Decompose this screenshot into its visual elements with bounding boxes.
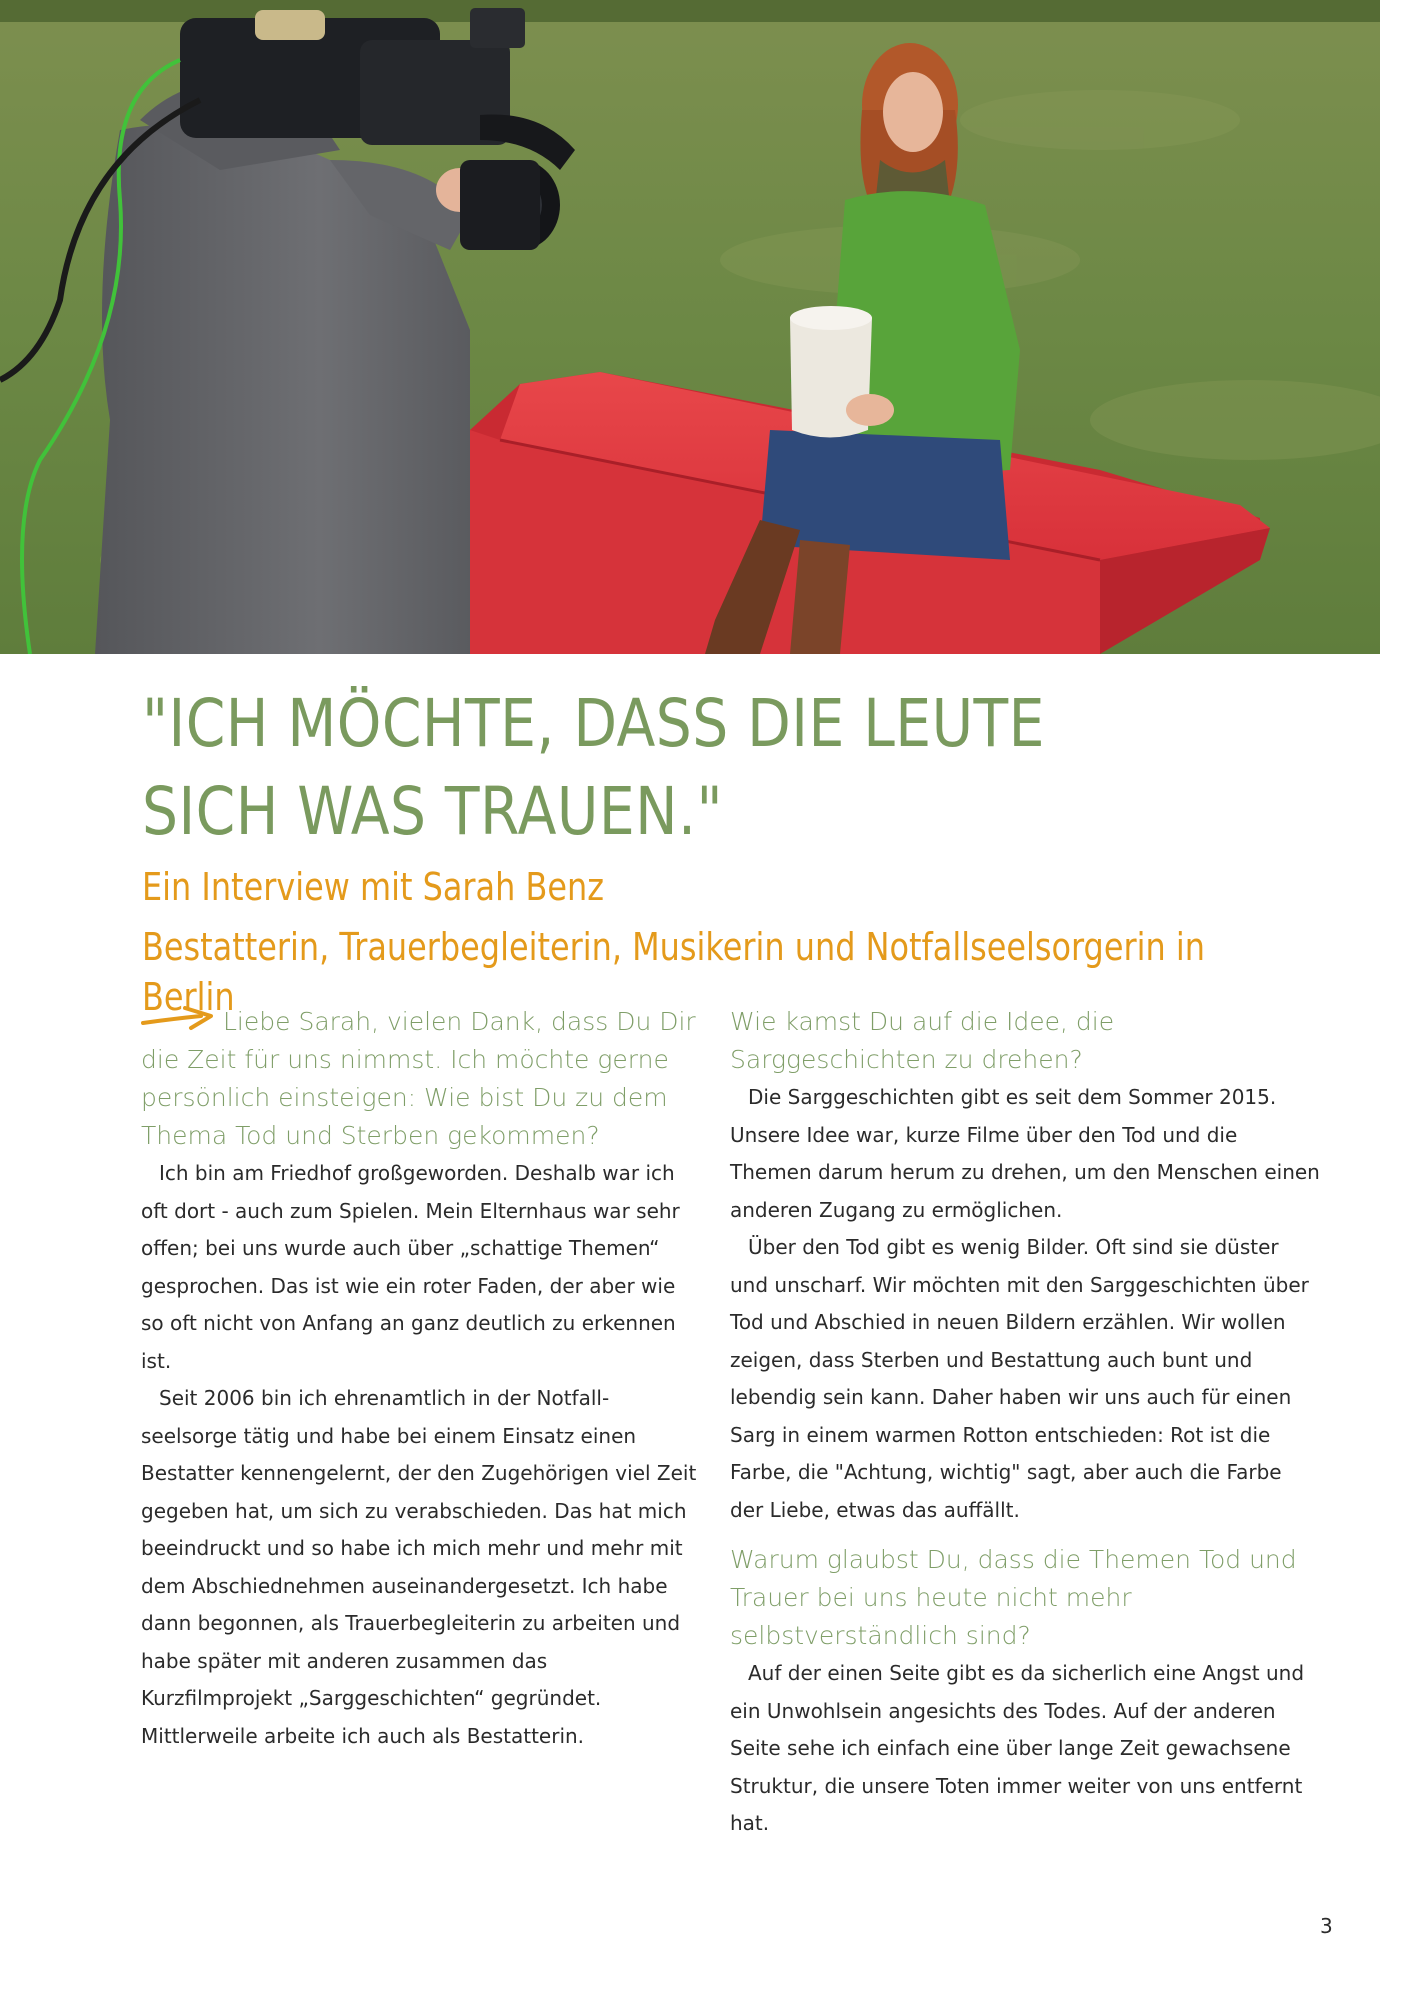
- right-column: [730, 1003, 1320, 1843]
- answer-3-paragraph-1: Auf der einen Seite gibt es da sicherlich eine Angst und ein Unwohlsein angesichts des Todes. Auf der anderen Seite sehe ich einfach eine über lange Zeit gewachsene Struktur, die unsere Toten immer weiter von uns entfernt hat.: [730, 1661, 1305, 1835]
- page-number: 3: [1320, 1914, 1333, 1938]
- subtitle-interview: Ein Interview mit Sarah Benz: [142, 865, 605, 909]
- question-3: Warum glaubst Du, dass die Themen Tod und Trauer bei uns heute nicht mehr selbstverständlich sind?: [730, 1545, 1297, 1650]
- spacer: [730, 1529, 1320, 1541]
- arrow-right-icon: [141, 1005, 223, 1031]
- left-column: [141, 1003, 701, 1755]
- question-1: [141, 1003, 701, 1155]
- answer-1-paragraph-2: Seit 2006 bin ich ehrenamtlich in der Notfall-seelsorge tätig und habe bei einem Einsatz einen Bestatter kennengelernt, der den Zugehörigen viel Zeit gegeben hat, um sich zu verabschieden. Das hat mich beeindruckt und so habe ich mich mehr und mehr mit dem Abschiednehmen auseinandergesetzt. Ich habe dann begonnen, als Trauerbegleiterin zu arbeiten und habe später mit anderen zusammen das Kurzfilmprojekt „Sarggeschichten“ gegründet. Mittlerweile arbeite ich auch als Bestatterin.: [141, 1386, 697, 1748]
- question-1-text: Liebe Sarah, vielen Dank, dass Du Dir die Zeit für uns nimmst. Ich möchte gerne persönlich einsteigen: Wie bist Du zu dem Thema Tod und Sterben gekommen?: [141, 1007, 696, 1150]
- subtitle-roles: Bestatterin, Trauerbegleiterin, Musikerin und Notfallseelsorgerin in Berlin: [142, 925, 1205, 1019]
- question-2: Wie kamst Du auf die Idee, die Sarggeschichten zu drehen?: [730, 1007, 1115, 1074]
- answer-1-paragraph-1: Ich bin am Friedhof großgeworden. Deshalb war ich oft dort - auch zum Spielen. Mein Elternhaus war sehr offen; bei uns wurde auch über „schattige Themen“ gesprochen. Das ist wie ein roter Faden, der aber wie so oft nicht von Anfang an ganz deutlich zu erkennen ist.: [141, 1161, 680, 1373]
- hero-illustration: [0, 0, 1380, 654]
- hero-photo: [0, 0, 1380, 654]
- answer-2-paragraph-2: Über den Tod gibt es wenig Bilder. Oft sind sie düster und unscharf. Wir möchten mit den Sarggeschichten über Tod und Abschied in neuen Bildern erzählen. Wir wollen zeigen, dass Sterben und Bestattung auch bunt und lebendig sein kann. Daher haben wir uns auch für einen Sarg in einem warmen Rotton entschieden: Rot ist die Farbe, die "Achtung, wichtig" sagt, aber auch die Farbe der Liebe, etwas das auffällt.: [730, 1235, 1309, 1522]
- headline: "ICH MÖCHTE, DASS DIE LEUTE SICH WAS TRAUEN.": [142, 685, 1045, 850]
- answer-2-paragraph-1: Die Sarggeschichten gibt es seit dem Sommer 2015. Unsere Idee war, kurze Filme über den Tod und die Themen darum herum zu drehen, um den Menschen einen anderen Zugang zu ermöglichen.: [730, 1085, 1320, 1222]
